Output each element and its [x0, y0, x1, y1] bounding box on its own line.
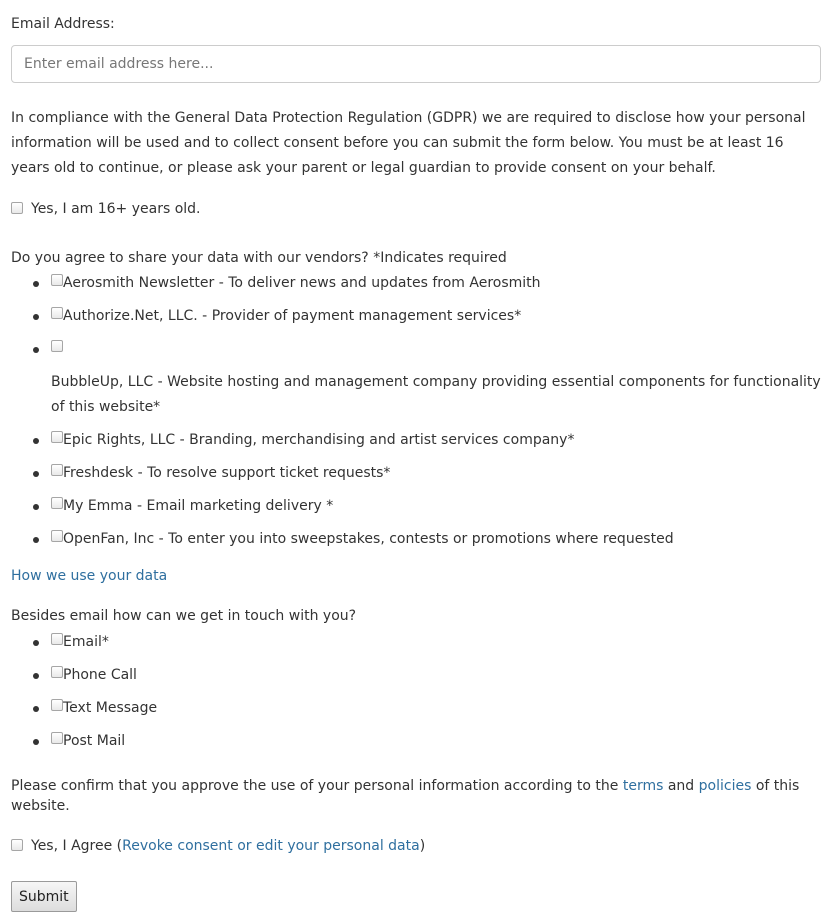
- vendor-list: [11, 271, 830, 552]
- contact-checkbox-text[interactable]: [51, 699, 63, 711]
- vendors-question: Do you agree to share your data with our vendors? *Indicates required: [11, 250, 507, 266]
- agree-checkbox[interactable]: [11, 839, 23, 851]
- vendor-checkbox-my-emma[interactable]: [51, 497, 63, 509]
- list-item: [51, 729, 830, 754]
- vendor-checkbox-aerosmith[interactable]: [51, 274, 63, 286]
- confirm-text: [11, 776, 830, 816]
- data-usage-link[interactable]: How we use your data: [11, 568, 168, 584]
- age-checkbox-label: Yes, I am 16+ years old.: [31, 201, 201, 217]
- contact-checkbox-phone[interactable]: [51, 666, 63, 678]
- vendor-label: Aerosmith Newsletter - To deliver news and updates from Aerosmith: [63, 275, 541, 291]
- contact-checkbox-mail[interactable]: [51, 732, 63, 744]
- confirm-prefix: Please confirm that you approve the use of your personal information according to the: [11, 778, 623, 794]
- submit-button[interactable]: Submit: [11, 881, 77, 912]
- vendor-checkbox-authorize-net[interactable]: [51, 307, 63, 319]
- contact-label: Email*: [63, 634, 109, 650]
- vendor-label: My Emma - Email marketing delivery *: [63, 498, 334, 514]
- contact-label: Post Mail: [63, 733, 126, 749]
- age-consent-row: [11, 199, 830, 219]
- list-item: [51, 461, 830, 486]
- email-label: Email Address:: [11, 16, 115, 32]
- email-input[interactable]: [11, 45, 821, 83]
- agree-close-paren: ): [419, 838, 426, 854]
- revoke-consent-link[interactable]: Revoke consent or edit your personal data: [122, 838, 420, 854]
- vendor-label: BubbleUp, LLC - Website hosting and management company providing essential components for functionality of this website*: [51, 374, 821, 415]
- gdpr-notice: In compliance with the General Data Protection Regulation (GDPR) we are required to disclose how your personal information will be used and to collect consent before you can submit the form below. You must be at least 16 years old to continue, or please ask your parent or legal guardian to provide consent on your behalf.: [11, 110, 806, 176]
- list-item: [51, 494, 830, 519]
- list-item: [51, 428, 830, 453]
- agree-text: Yes, I Agree (: [31, 838, 123, 854]
- policies-link[interactable]: policies: [698, 778, 752, 794]
- contact-checkbox-email[interactable]: [51, 633, 63, 645]
- age-checkbox[interactable]: [11, 202, 23, 214]
- confirm-and: and: [663, 778, 699, 794]
- list-item: [51, 696, 830, 721]
- list-item: [51, 630, 830, 655]
- contact-label: Phone Call: [63, 667, 137, 683]
- agree-label: [31, 838, 425, 854]
- vendor-label: Authorize.Net, LLC. - Provider of payment management services*: [63, 308, 522, 324]
- vendor-checkbox-freshdesk[interactable]: [51, 464, 63, 476]
- list-item: [51, 304, 830, 329]
- vendor-label: Freshdesk - To resolve support ticket requests*: [63, 465, 391, 481]
- vendor-label: OpenFan, Inc - To enter you into sweepstakes, contests or promotions where requested: [63, 531, 674, 547]
- agree-row: [11, 836, 830, 856]
- list-item: [51, 663, 830, 688]
- contact-list: [11, 630, 830, 754]
- vendor-label: Epic Rights, LLC - Branding, merchandising and artist services company*: [63, 432, 575, 448]
- vendor-checkbox-openfan[interactable]: [51, 530, 63, 542]
- terms-link[interactable]: terms: [622, 778, 664, 794]
- list-item: [51, 271, 830, 296]
- contact-question: Besides email how can we get in touch with you?: [11, 608, 357, 624]
- vendor-checkbox-bubbleup[interactable]: [51, 340, 63, 352]
- contact-label: Text Message: [63, 700, 158, 716]
- confirm-suffix: of this website.: [11, 778, 800, 814]
- vendor-checkbox-epic-rights[interactable]: [51, 431, 63, 443]
- list-item: [51, 337, 830, 420]
- list-item: [51, 527, 830, 552]
